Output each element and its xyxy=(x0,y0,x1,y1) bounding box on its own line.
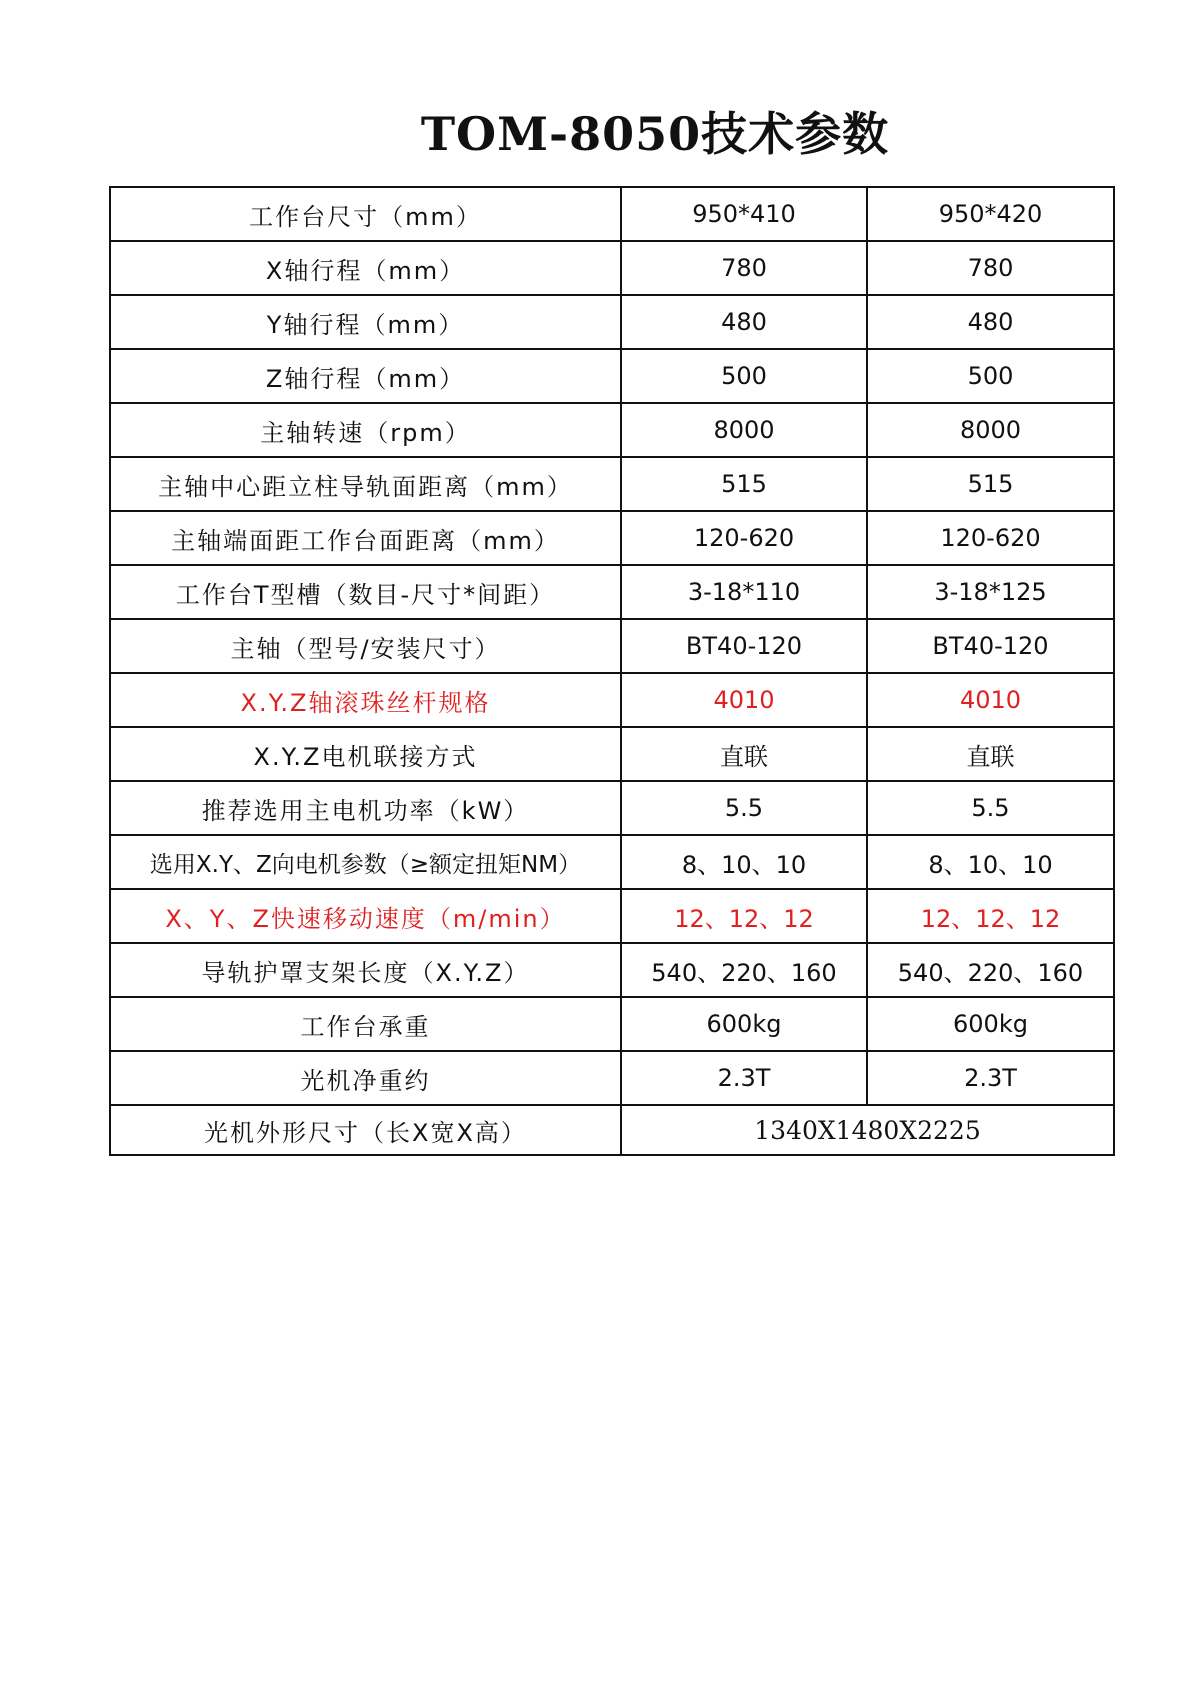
row-value-b: 480 xyxy=(867,295,1114,349)
table-row-motor-coupling xyxy=(110,727,1114,781)
table-row-spindle-nose-distance xyxy=(110,511,1114,565)
row-value-b: 直联 xyxy=(867,727,1114,781)
row-value-a: 515 xyxy=(621,457,867,511)
table-row-t-slots xyxy=(110,565,1114,619)
row-value-b: 4010 xyxy=(867,673,1114,727)
row-label: 工作台尺寸（mm） xyxy=(110,187,621,241)
row-label: 主轴转速（rpm） xyxy=(110,403,621,457)
row-value-a: 12、12、12 xyxy=(621,889,867,943)
row-value-b: 780 xyxy=(867,241,1114,295)
table-row-y-travel xyxy=(110,295,1114,349)
row-value-a: 120-620 xyxy=(621,511,867,565)
row-label: Z轴行程（mm） xyxy=(110,349,621,403)
table-row-guard-bracket-length xyxy=(110,943,1114,997)
row-value-b: 8000 xyxy=(867,403,1114,457)
row-value-b: 950*420 xyxy=(867,187,1114,241)
row-value-a: 950*410 xyxy=(621,187,867,241)
row-value-a: 480 xyxy=(621,295,867,349)
row-value-b: 2.3T xyxy=(867,1051,1114,1105)
row-label: 主轴中心距立柱导轨面距离（mm） xyxy=(110,457,621,511)
table-row-table-load xyxy=(110,997,1114,1051)
row-label: 工作台承重 xyxy=(110,997,621,1051)
row-value-b: 5.5 xyxy=(867,781,1114,835)
row-value-b: 120-620 xyxy=(867,511,1114,565)
row-value-a: 780 xyxy=(621,241,867,295)
row-label: X.Y.Z电机联接方式 xyxy=(110,727,621,781)
table-row-z-travel xyxy=(110,349,1114,403)
row-label: X.Y.Z轴滚珠丝杆规格 xyxy=(110,673,621,727)
row-value-a: 540、220、160 xyxy=(621,943,867,997)
table-row-main-motor-power xyxy=(110,781,1114,835)
row-label: X、Y、Z快速移动速度（m/min） xyxy=(110,889,621,943)
row-value-b: 600kg xyxy=(867,997,1114,1051)
row-label: 导轨护罩支架长度（X.Y.Z） xyxy=(110,943,621,997)
row-label: 选用X.Y、Z向电机参数（≥额定扭矩NM） xyxy=(110,835,621,889)
row-label: 主轴（型号/安装尺寸） xyxy=(110,619,621,673)
row-value-b: 500 xyxy=(867,349,1114,403)
row-label: X轴行程（mm） xyxy=(110,241,621,295)
row-value-a: 5.5 xyxy=(621,781,867,835)
row-label: Y轴行程（mm） xyxy=(110,295,621,349)
table-row-rapid-traverse xyxy=(110,889,1114,943)
row-value-a: 3-18*110 xyxy=(621,565,867,619)
table-row-axis-motor-params xyxy=(110,835,1114,889)
row-value-a: 直联 xyxy=(621,727,867,781)
table-row-x-travel xyxy=(110,241,1114,295)
row-value-b: 540、220、160 xyxy=(867,943,1114,997)
table-row-spindle-center-distance xyxy=(110,457,1114,511)
row-value-b: BT40-120 xyxy=(867,619,1114,673)
table-row-spindle-speed xyxy=(110,403,1114,457)
row-value-a: 8、10、10 xyxy=(621,835,867,889)
row-value-a: 2.3T xyxy=(621,1051,867,1105)
row-value-b: 515 xyxy=(867,457,1114,511)
row-value-b: 12、12、12 xyxy=(867,889,1114,943)
row-label: 推荐选用主电机功率（kW） xyxy=(110,781,621,835)
table-row-spindle-model xyxy=(110,619,1114,673)
page-title: TOM-8050技术参数 xyxy=(420,107,890,161)
row-value-a: 8000 xyxy=(621,403,867,457)
row-value-b: 8、10、10 xyxy=(867,835,1114,889)
row-value-a: 4010 xyxy=(621,673,867,727)
row-value-a: 600kg xyxy=(621,997,867,1051)
row-label: 光机净重约 xyxy=(110,1051,621,1105)
row-label: 光机外形尺寸（长X宽X高） xyxy=(110,1105,621,1155)
spec-table xyxy=(109,186,1115,1156)
row-value-a: BT40-120 xyxy=(621,619,867,673)
row-value-merged: 1340X1480X2225 xyxy=(621,1105,1114,1155)
row-value-b: 3-18*125 xyxy=(867,565,1114,619)
table-row-worktable-size xyxy=(110,187,1114,241)
table-row-overall-dimensions xyxy=(110,1105,1114,1155)
table-row-ball-screw xyxy=(110,673,1114,727)
row-label: 主轴端面距工作台面距离（mm） xyxy=(110,511,621,565)
row-value-a: 500 xyxy=(621,349,867,403)
table-row-net-weight xyxy=(110,1051,1114,1105)
row-label: 工作台T型槽（数目-尺寸*间距） xyxy=(110,565,621,619)
